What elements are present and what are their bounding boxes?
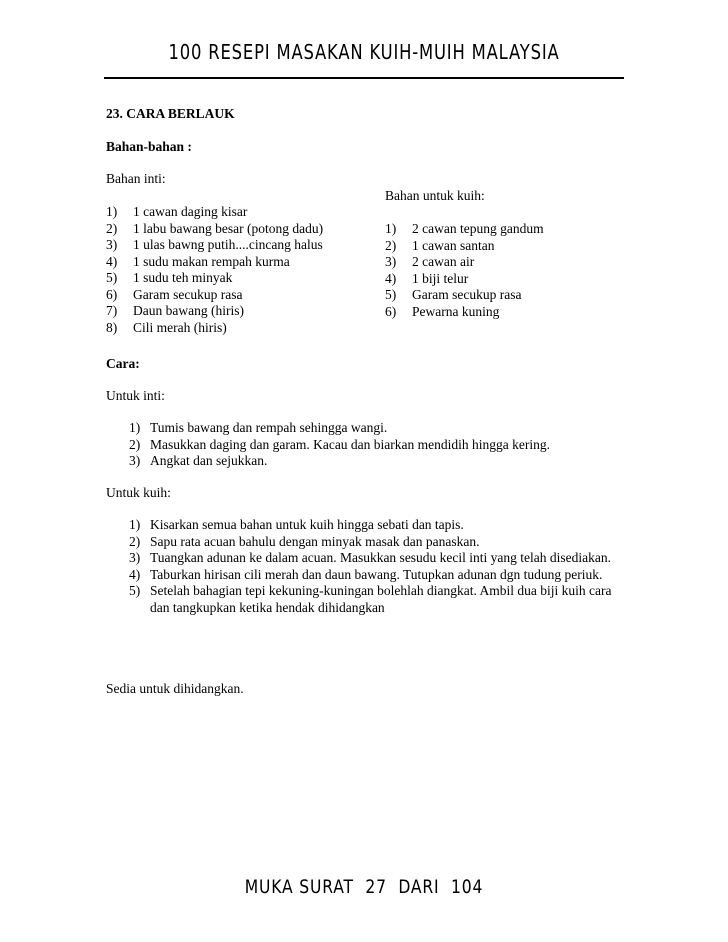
item-number: 1) [106,204,118,219]
step-number: 5) [129,583,141,598]
item-text: Daun bawang (hiris) [133,303,244,318]
list-item [106,254,323,271]
step-text: Setelah bahagian tepi kekuning-kuningan bolehlah diangkat. Ambil dua biji kuih cara dan tangkupkan ketika hendak dihidangkan [150,583,612,615]
list-item [129,517,620,534]
closing-note: Sedia untuk dihidangkan. [106,681,244,696]
list-item [385,287,544,304]
page-number-footer: MUKA SURAT 27 DARI 104 [244,876,484,898]
filling-steps-list [129,420,620,470]
filling-method-label: Untuk inti: [106,388,165,403]
list-item [106,270,323,287]
step-text: Tumis bawang dan rempah sehingga wangi. [150,420,388,435]
item-text: 1 cawan santan [412,237,495,253]
item-number: 1) [385,221,397,236]
item-number: 4) [106,253,118,269]
step-text: Sapu rata acuan bahulu dengan minyak masak dan panaskan. [150,533,480,549]
filling-ingredients-label: Bahan inti: [106,171,166,186]
step-number: 2) [129,533,141,549]
list-item [385,238,544,255]
list-item [385,271,544,288]
list-item [129,550,620,567]
step-number: 3) [129,453,141,468]
step-text: Angkat dan sejukkan. [150,453,268,468]
filling-ingredient-list [106,204,323,336]
item-text: Pewarna kuning [412,303,500,319]
kuih-ingredient-list [385,221,544,320]
step-text: Taburkan hirisan cili merah dan daun bawang. Tutupkan adunan dgn tudung periuk. [150,566,603,582]
step-number: 1) [129,420,141,435]
method-heading: Cara: [106,356,140,371]
step-number: 4) [129,566,141,582]
list-item [129,420,620,437]
kuih-ingredients-label: Bahan untuk kuih: [385,188,485,203]
header-divider [104,77,624,79]
list-item [106,221,323,238]
item-number: 2) [106,220,118,236]
ingredients-heading: Bahan-bahan : [106,139,192,154]
kuih-steps-list [129,517,620,616]
item-number: 4) [385,270,397,286]
item-number: 7) [106,303,118,318]
item-number: 6) [106,286,118,302]
step-number: 3) [129,550,141,565]
list-item [129,567,620,584]
item-number: 6) [385,303,397,319]
step-text: Masukkan daging dan garam. Kacau dan biarkan mendidih hingga kering. [150,436,551,452]
list-item [106,287,323,304]
item-number: 3) [106,237,118,252]
list-item [385,221,544,238]
item-number: 5) [106,270,118,285]
list-item [106,204,323,221]
item-text: 1 ulas bawng putih....cincang halus [133,237,323,252]
item-text: 1 sudu makan rempah kurma [133,253,290,269]
item-number: 8) [106,319,118,335]
list-item [129,534,620,551]
item-number: 3) [385,254,397,269]
list-item [129,453,620,470]
step-text: Kisarkan semua bahan untuk kuih hingga sebati dan tapis. [150,517,464,532]
list-item [106,237,323,254]
item-text: Garam secukup rasa [412,287,522,302]
item-text: Garam secukup rasa [133,286,243,302]
list-item [385,304,544,321]
item-number: 5) [385,287,397,302]
list-item [385,254,544,271]
kuih-method-label: Untuk kuih: [106,485,171,500]
step-text: Tuangkan adunan ke dalam acuan. Masukkan sesudu kecil inti yang telah disediakan. [150,550,612,565]
item-text: 1 labu bawang besar (potong dadu) [133,220,324,236]
item-text: 1 biji telur [412,270,469,286]
item-text: Cili merah (hiris) [133,319,227,335]
list-item [129,437,620,454]
document-header: 100 RESEPI MASAKAN KUIH-MUIH MALAYSIA [168,40,560,64]
recipe-title: 23. CARA BERLAUK [106,106,235,121]
list-item [106,320,323,337]
step-number: 2) [129,436,141,452]
item-text: 1 sudu teh minyak [133,270,233,285]
item-text: 2 cawan air [412,254,475,269]
item-text: 1 cawan daging kisar [133,204,248,219]
step-number: 1) [129,517,141,532]
item-number: 2) [385,237,397,253]
list-item [129,583,620,616]
list-item [106,303,323,320]
item-text: 2 cawan tepung gandum [412,221,544,236]
